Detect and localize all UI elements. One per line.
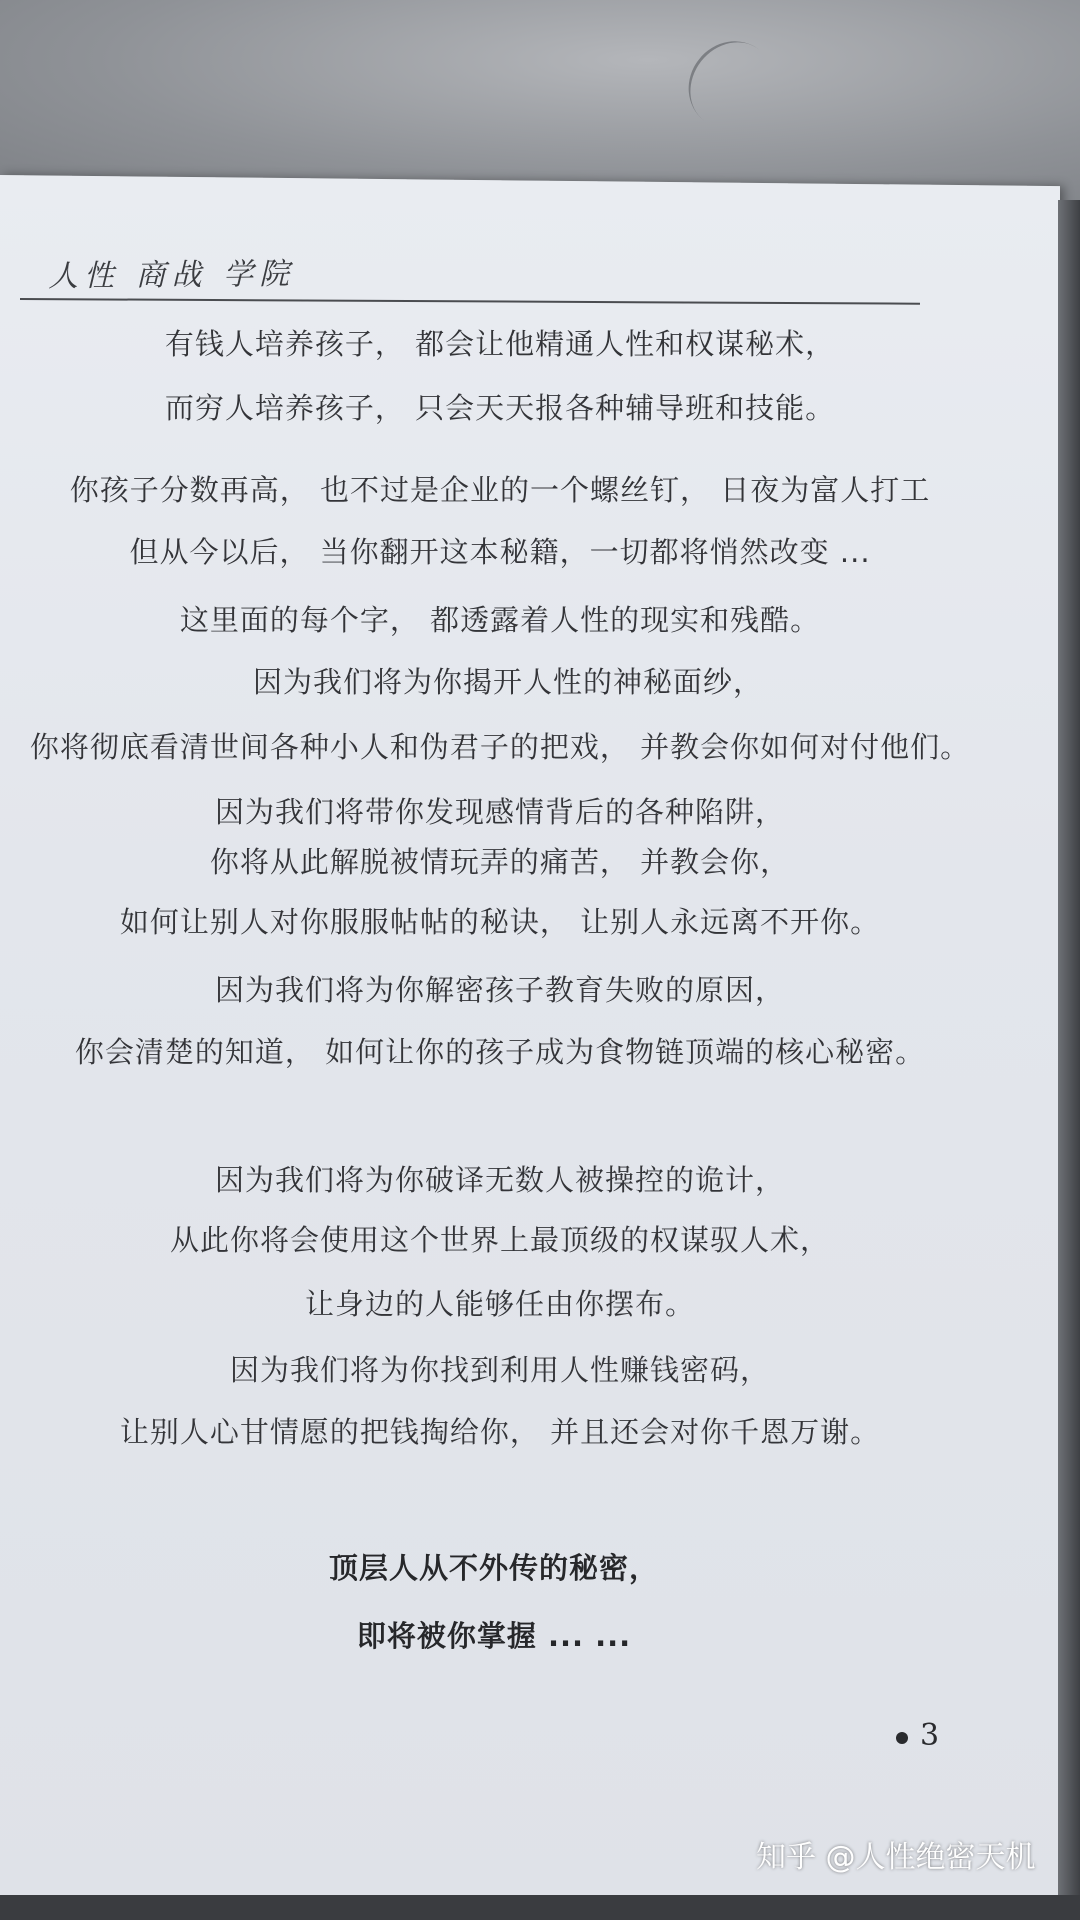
body-line: 你会清楚的知道， 如何让你的孩子成为食物链顶端的核心秘密。 — [74, 1035, 926, 1069]
body-line: 你孩子分数再高， 也不过是企业的一个螺丝钉， 日夜为富人打工 — [69, 473, 931, 507]
closing-line: 即将被你掌握 ... ... — [356, 1619, 632, 1653]
body-line: 你将彻底看清世间各种小人和伪君子的把戏， 并教会你如何对付他们。 — [29, 730, 971, 764]
closing-line: 顶层人从不外传的秘密， — [328, 1551, 659, 1585]
body-line: 因为我们将为你揭开人性的神秘面纱， — [252, 665, 763, 699]
body-line: 因为我们将为你解密孩子教育失败的原因， — [214, 973, 785, 1007]
body-line: 而穷人培养孩子， 只会天天报各种辅导班和技能。 — [164, 391, 836, 425]
body-line: 因为我们将为你破译无数人被操控的诡计， — [214, 1163, 785, 1197]
body-line: 因为我们将为你找到利用人性赚钱密码， — [229, 1353, 770, 1387]
body-line: 你将从此解脱被情玩弄的痛苦， 并教会你， — [209, 845, 791, 879]
page-number-bullet — [896, 1732, 908, 1744]
body-line: 有钱人培养孩子， 都会让他精通人性和权谋秘术， — [164, 327, 836, 361]
body-line: 但从今以后， 当你翻开这本秘籍，一切都将悄然改变 ... — [129, 535, 871, 569]
body-line: 因为我们将带你发现感情背后的各种陷阱， — [214, 795, 785, 829]
watermark: 知乎 @人性绝密天机 — [756, 1840, 1036, 1875]
body-line: 让身边的人能够任由你摆布。 — [304, 1287, 695, 1321]
page-number: 3 — [920, 1718, 940, 1753]
page-header-title: 人性 商战 学院 — [47, 256, 296, 295]
body-line: 让别人心甘情愿的把钱掏给你， 并且还会对你千恩万谢。 — [119, 1415, 881, 1449]
body-line: 从此你将会使用这个世界上最顶级的权谋驭人术， — [169, 1223, 830, 1257]
body-line: 这里面的每个字， 都透露着人性的现实和残酷。 — [179, 603, 821, 637]
book-page-edge — [1058, 200, 1080, 1920]
body-line: 如何让别人对你服服帖帖的秘诀， 让别人永远离不开你。 — [119, 905, 881, 939]
